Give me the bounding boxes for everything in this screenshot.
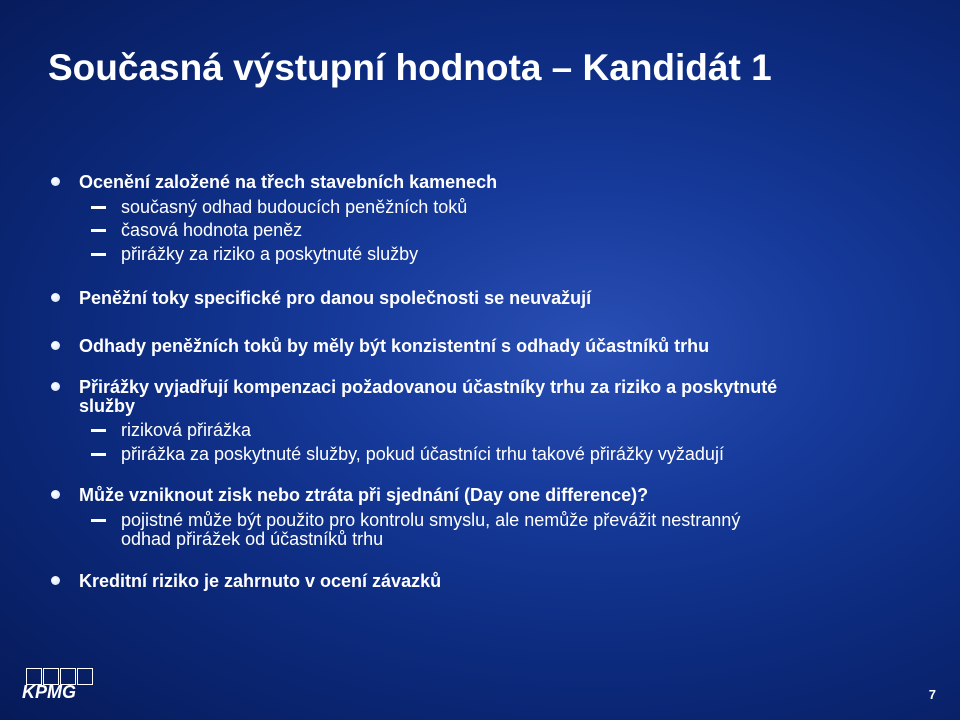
sub-bullet-text: časová hodnota peněz [121, 220, 303, 240]
bullet-text: Odhady peněžních toků by měly být konzistentní s odhady účastníků trhu [79, 336, 710, 356]
slide-title: Současná výstupní hodnota – Kandidát 1 [48, 47, 772, 88]
bullet-text-continued: služby [79, 396, 136, 416]
bullet-dot [51, 177, 60, 186]
bullet-text: Peněžní toky specifické pro danou společnosti se neuvažují [79, 288, 592, 308]
bullet-text: Přirážky vyjadřují kompenzaci požadovanou účastníky trhu za riziko a poskytnuté [79, 377, 778, 397]
bullet-text: Kreditní riziko je zahrnuto v ocení závazků [79, 571, 442, 591]
bullet-dot [51, 293, 60, 302]
bullet-dot [51, 382, 60, 391]
sub-bullet-text: riziková přirážka [121, 420, 252, 440]
sub-bullet-text: přirážka za poskytnuté služby, pokud účastníci trhu takové přirážky vyžadují [121, 444, 724, 464]
logo-box [77, 668, 93, 685]
bullet-dash [91, 453, 106, 456]
bullet-text: Ocenění založené na třech stavebních kamenech [79, 172, 498, 192]
sub-bullet-text: současný odhad budoucích peněžních toků [121, 197, 468, 217]
logo-text: KPMG [22, 682, 76, 702]
bullet-dash [91, 429, 106, 432]
bullet-dash [91, 229, 106, 232]
bullet-dot [51, 490, 60, 499]
bullet-dot [51, 341, 60, 350]
sub-bullet-text: přirážky za riziko a poskytnuté služby [121, 244, 419, 264]
bullet-dash [91, 253, 106, 256]
page-number: 7 [928, 687, 936, 702]
bullet-dot [51, 576, 60, 585]
bullet-dash [91, 206, 106, 209]
bullet-dash [91, 519, 106, 522]
bullet-text: Může vzniknout zisk nebo ztráta při sjednání (Day one difference)? [79, 485, 649, 505]
kpmg-logo [22, 668, 94, 708]
sub-bullet-text: pojistné může být použito pro kontrolu smyslu, ale nemůže převážit nestranný [121, 510, 741, 530]
sub-bullet-text-continued: odhad přirážek od účastníků trhu [121, 529, 384, 549]
